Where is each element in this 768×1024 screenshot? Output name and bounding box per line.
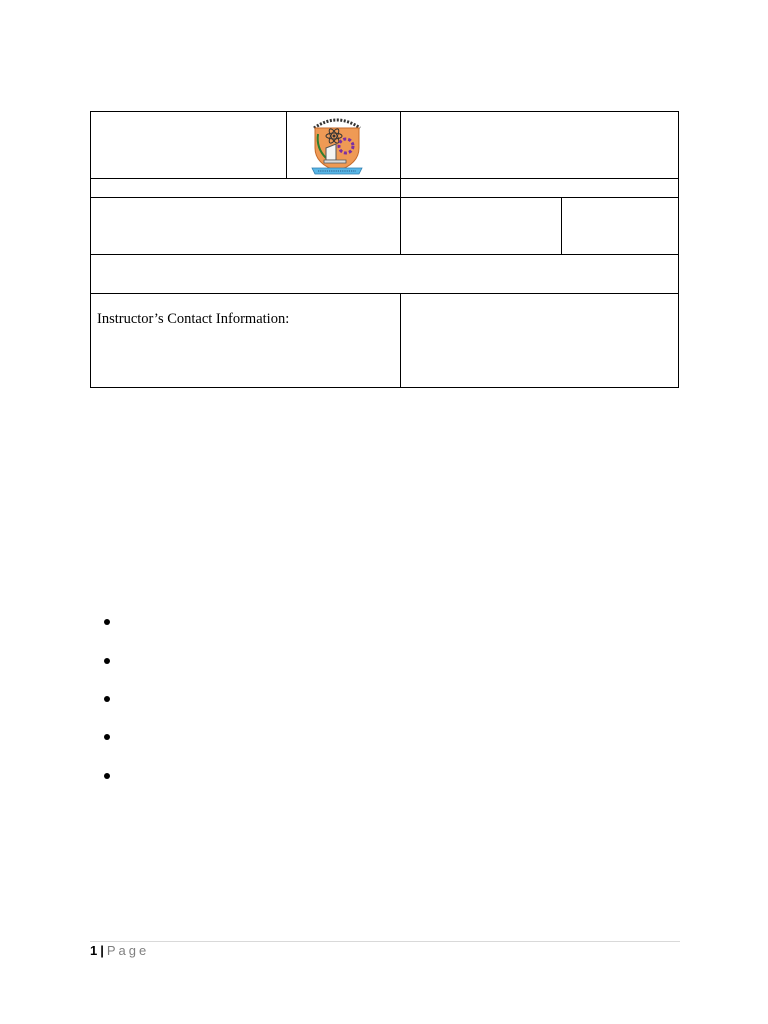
page-label: Page xyxy=(106,943,150,958)
list-item-bullet xyxy=(104,619,110,625)
table-row-divider xyxy=(90,293,679,294)
page-footer xyxy=(90,943,149,958)
list-item-bullet xyxy=(104,658,110,664)
table-column-divider xyxy=(286,111,287,178)
university-logo xyxy=(306,114,368,176)
list-item-bullet xyxy=(104,734,110,740)
page-number: 1 xyxy=(90,943,98,958)
footer-separator: | xyxy=(100,943,104,958)
table-column-divider xyxy=(400,293,401,388)
instructor-contact-label: Instructor’s Contact Information: xyxy=(97,311,290,327)
table-column-divider xyxy=(400,111,401,254)
table-row-divider xyxy=(90,178,679,179)
table-row-divider xyxy=(90,254,679,255)
course-info-table xyxy=(90,111,679,388)
footer-divider xyxy=(90,941,680,942)
table-row-divider xyxy=(90,197,679,198)
list-item-bullet xyxy=(104,696,110,702)
table-column-divider xyxy=(561,197,562,254)
list-item-bullet xyxy=(104,773,110,779)
